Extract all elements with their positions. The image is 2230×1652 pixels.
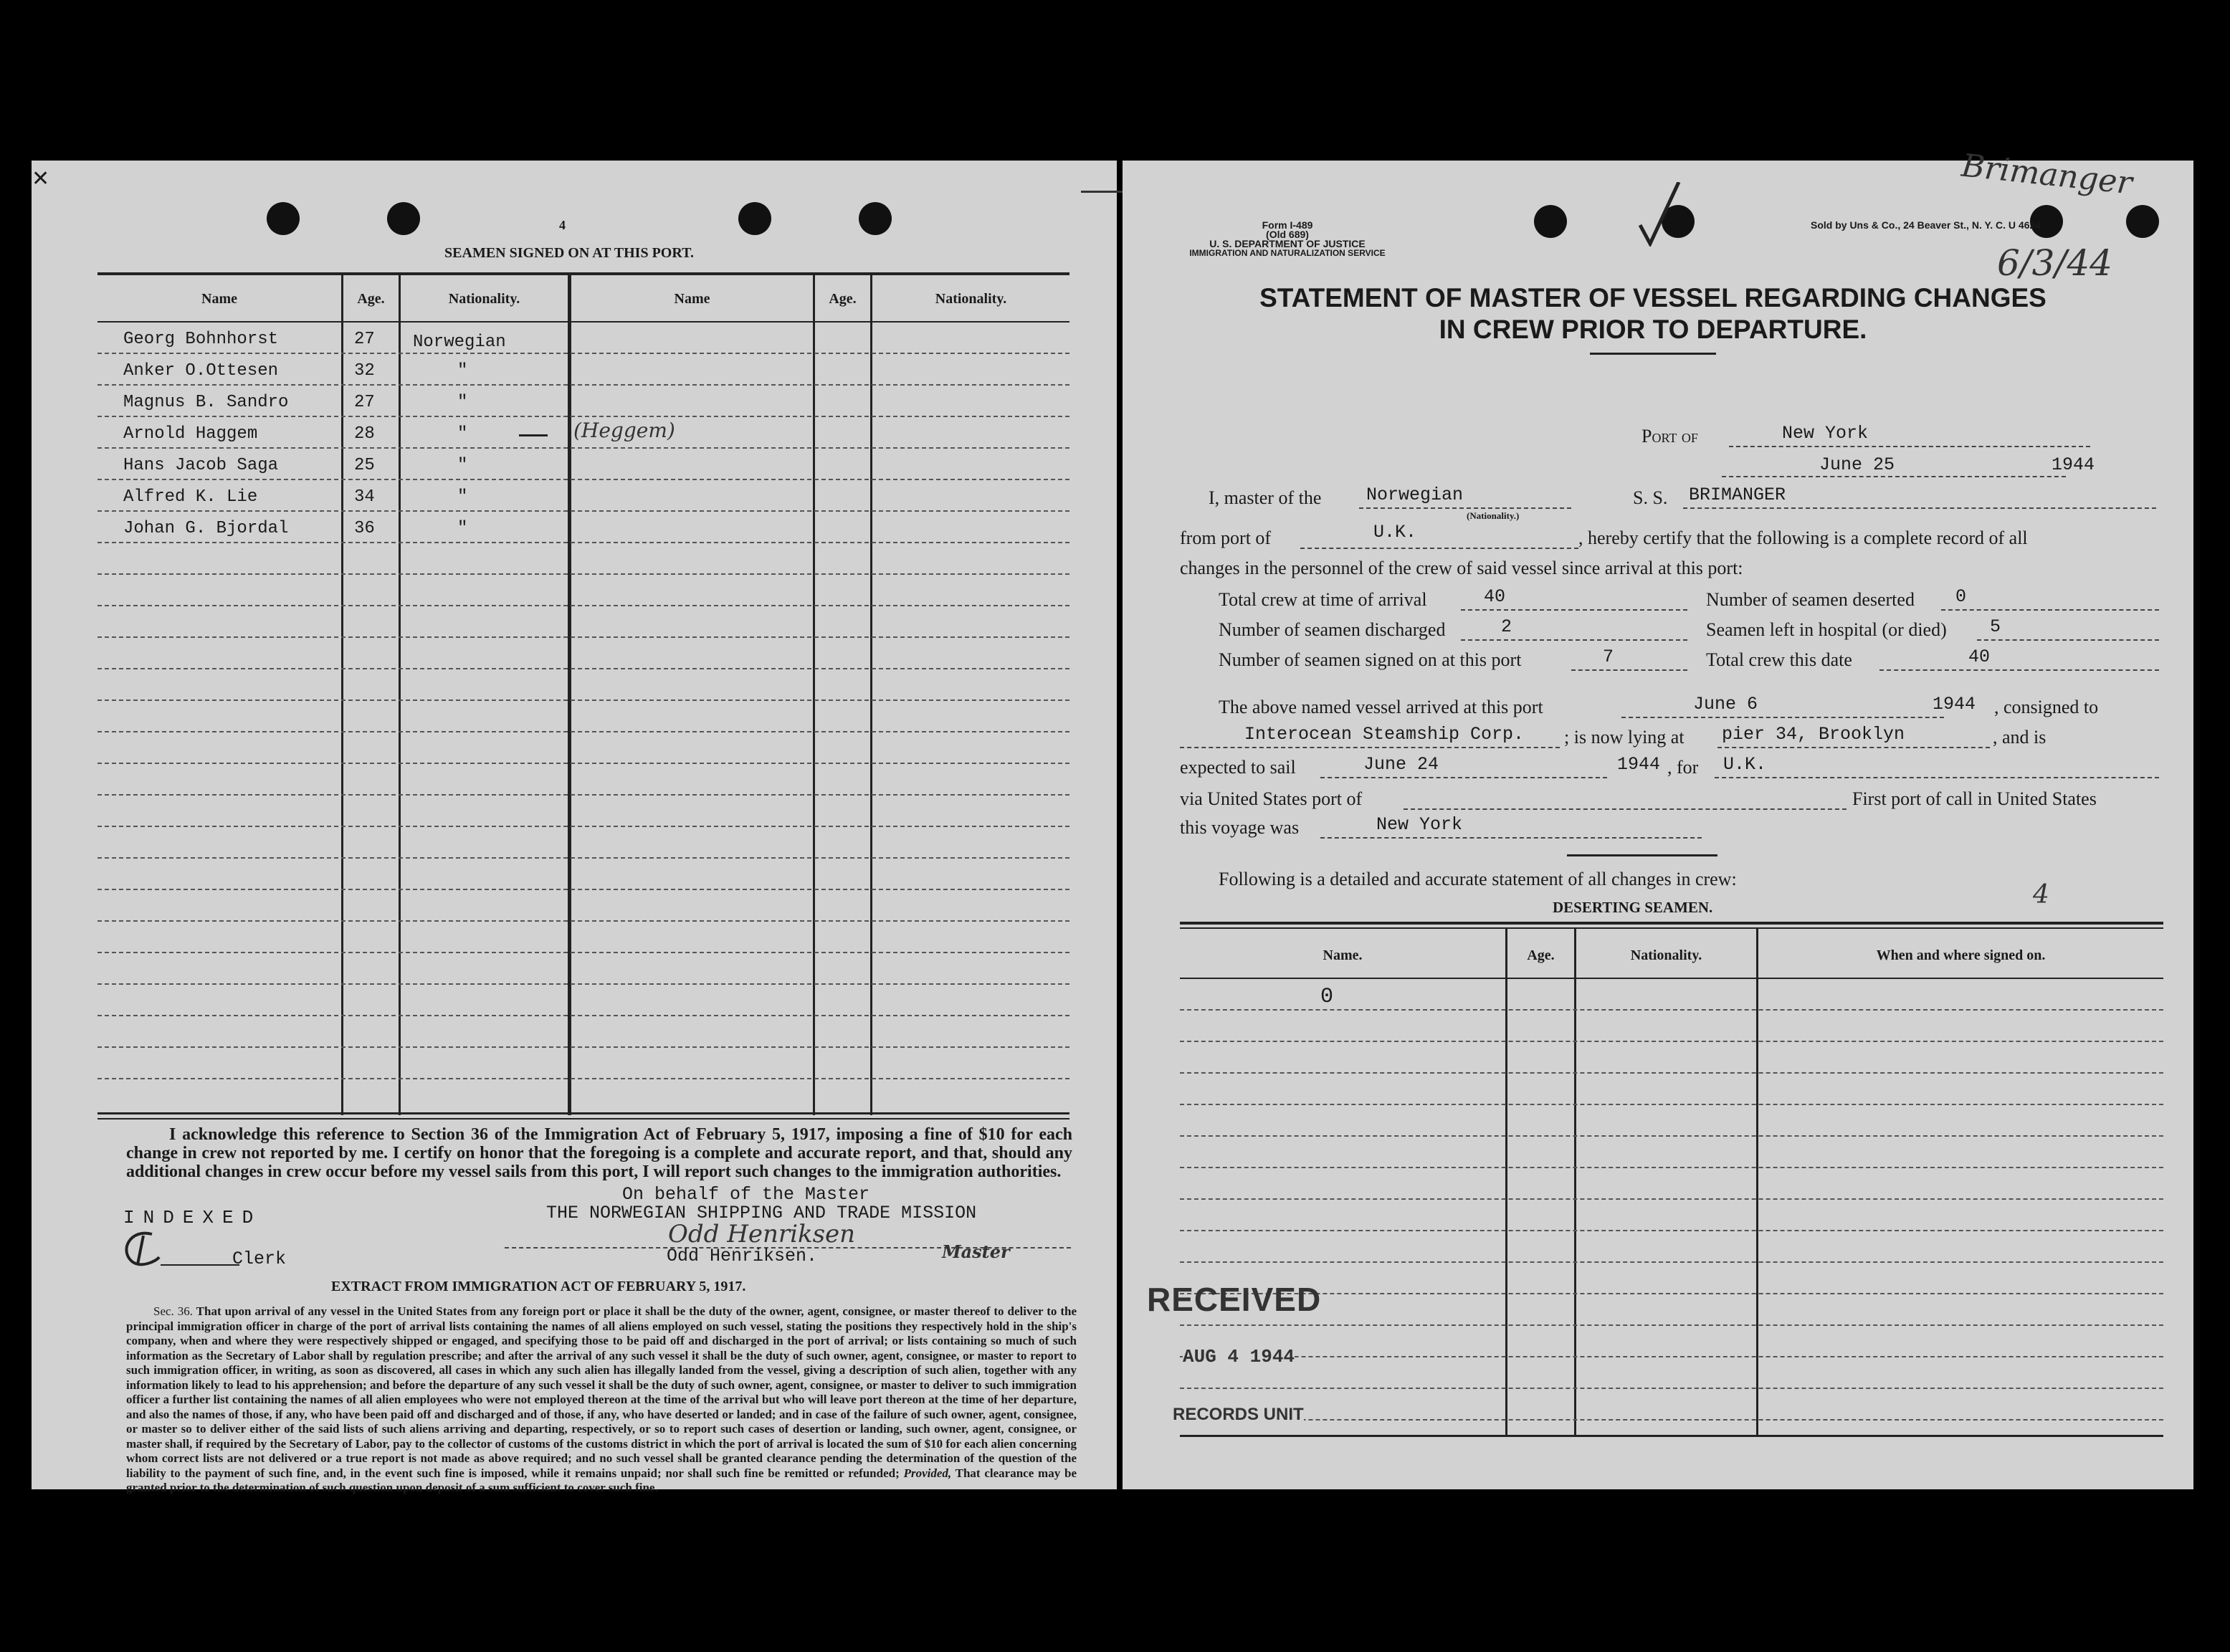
punch-hole <box>2126 205 2159 238</box>
expected-year: 1944 <box>1617 754 1661 775</box>
handwritten-page-number: 4 <box>2033 880 2049 909</box>
section-title: SEAMEN SIGNED ON AT THIS PORT. <box>444 245 694 261</box>
date-line <box>1722 476 2066 477</box>
acknowledgement-text: I acknowledge this reference to Section 36 of the Immigration Act of February 5, 1917, imposing a fine of $10 for each change in crew not reported by me. I certify on honor that the foregoing is a complete and accurate report, and that, should any additional changes in crew occur before my vessel sails from this port, I will report such changes to the immigration authorities. <box>126 1125 1072 1181</box>
col-header-nationality: Nationality. <box>1630 947 1702 963</box>
total-crew-date-value: 40 <box>1968 646 1991 667</box>
punch-hole <box>859 202 892 235</box>
seaman-age: 27 <box>354 393 375 412</box>
seaman-nationality: " <box>457 361 468 381</box>
row-rule <box>97 920 1069 922</box>
seaman-name: Alfred K. Lie <box>123 487 258 507</box>
and-is-text: , and is <box>1993 727 2046 748</box>
row-rule <box>1180 1230 2163 1231</box>
column-divider <box>870 275 872 1115</box>
row-rule <box>97 700 1069 701</box>
vessel-name: BRIMANGER <box>1689 484 1786 505</box>
form-old-number: (Old 689) <box>1266 229 1309 240</box>
row-rule <box>1180 1041 2163 1042</box>
row-rule <box>1180 1324 2163 1326</box>
row-rule <box>1180 1356 2163 1357</box>
master-label: I, master of the <box>1209 487 1322 508</box>
for-value: U.K. <box>1723 754 1767 775</box>
table-top-rule <box>97 272 1069 275</box>
row-rule <box>97 416 1069 417</box>
left-page <box>32 161 1117 1494</box>
seaman-name: Magnus B. Sandro <box>123 393 289 412</box>
col-header-age: Age. <box>1527 947 1555 963</box>
table-header-rule <box>97 321 1069 323</box>
hospital-label: Seamen left in hospital (or died) <box>1706 619 1947 640</box>
service-name: IMMIGRATION AND NATURALIZATION SERVICE <box>1189 248 1386 258</box>
table-bottom-rule <box>97 1112 1069 1114</box>
port-field <box>1641 426 1698 447</box>
col-header-signed-on: When and where signed on. <box>1876 947 2046 963</box>
lying-value: pier 34, Brooklyn <box>1722 724 1905 745</box>
extract-text <box>126 1304 1077 1496</box>
master-label: Master <box>942 1241 1010 1262</box>
received-stamp: RECEIVED <box>1147 1281 1322 1318</box>
row-rule <box>97 1015 1069 1016</box>
mission-name: THE NORWEGIAN SHIPPING AND TRADE MISSION <box>546 1203 977 1223</box>
seaman-age: 27 <box>354 330 375 349</box>
expected-date: June 24 <box>1363 754 1439 775</box>
corner-mark: ✕ <box>32 167 50 191</box>
row-rule <box>1180 1167 2163 1168</box>
dash-mark <box>519 434 548 436</box>
via-line <box>1404 808 1847 810</box>
total-crew-arrival-label: Total crew at time of arrival <box>1219 589 1427 610</box>
seaman-age: 36 <box>354 519 375 538</box>
total-crew-date-label: Total crew this date <box>1706 649 1852 670</box>
received-date: AUG 4 1944 <box>1183 1346 1295 1367</box>
row-rule <box>1180 1009 2163 1011</box>
col-header-nationality: Nationality. <box>935 291 1007 307</box>
department-name: U. S. DEPARTMENT OF JUSTICE <box>1209 238 1366 249</box>
for-label: , for <box>1667 757 1699 778</box>
total-crew-arrival-line <box>1461 609 1687 611</box>
consigned-label: , consigned to <box>1994 697 2099 717</box>
extract-title: EXTRACT FROM IMMIGRATION ACT OF FEBRUARY 5, 1917. <box>331 1279 746 1294</box>
punch-hole <box>738 202 771 235</box>
seaman-name: Arnold Haggem <box>123 424 258 444</box>
deserting-title: DESERTING SEAMEN. <box>1553 899 1713 916</box>
printer-credit: Sold by Uns & Co., 24 Beaver St., N. Y. C. U 4624 <box>1811 219 2041 231</box>
punch-hole <box>387 202 420 235</box>
row-rule <box>97 763 1069 764</box>
seaman-age: 25 <box>354 456 375 475</box>
row-rule <box>1180 1293 2163 1294</box>
row-rule <box>97 573 1069 575</box>
title-underline <box>1590 353 1716 355</box>
hospital-value: 5 <box>1990 616 2001 637</box>
indexed-stamp: INDEXED <box>123 1207 262 1228</box>
nationality-caption: (Nationality.) <box>1467 510 1520 521</box>
form-title-line2: IN CREW PRIOR TO DEPARTURE. <box>1439 315 1867 344</box>
seaman-name: Johan G. Bjordal <box>123 519 289 538</box>
extract-end: That clearance may be granted prior to the determination of such question upon deposit of a sum sufficient to cover such fine. <box>126 1466 1077 1494</box>
row-rule <box>1180 1135 2163 1137</box>
clerk-label: Clerk <box>232 1248 287 1269</box>
seaman-nationality: Norwegian <box>413 333 506 352</box>
table-bottom-rule <box>97 1118 1069 1119</box>
punch-hole <box>267 202 300 235</box>
form-number: Form I-489 <box>1262 219 1313 231</box>
first-port-label: First port of call in United States <box>1852 788 2097 809</box>
seaman-nationality: " <box>457 519 468 538</box>
column-divider <box>1505 929 1507 1435</box>
clerk-rule <box>161 1264 239 1266</box>
for-line <box>1715 777 2159 778</box>
date-year: 1944 <box>2052 454 2095 475</box>
hospital-line <box>1977 639 2159 641</box>
from-port-line <box>1300 548 1578 549</box>
row-rule <box>1180 1198 2163 1200</box>
column-divider <box>399 275 401 1115</box>
deserting-table-bottom-rule <box>1180 1435 2163 1437</box>
consignee-line <box>1180 747 1560 748</box>
consignee-value: Interocean Steamship Corp. <box>1244 724 1525 745</box>
row-rule <box>97 636 1069 638</box>
check-mark <box>1633 182 1690 247</box>
signature-handwritten: Odd Henriksen <box>668 1220 856 1248</box>
arrived-year: 1944 <box>1933 694 1976 715</box>
signature-typed: Odd Henriksen. <box>667 1246 818 1266</box>
seaman-age: 32 <box>354 361 375 381</box>
extract-lead: Sec. 36. <box>153 1304 194 1318</box>
row-rule <box>97 605 1069 606</box>
row-rule <box>97 889 1069 890</box>
clerk-initials-mark <box>116 1228 166 1271</box>
total-crew-arrival-value: 40 <box>1484 586 1506 607</box>
deserting-table-top-rule <box>1180 922 2163 925</box>
form-title <box>1123 282 2183 345</box>
row-rule <box>1180 1104 2163 1105</box>
column-divider <box>341 275 343 1115</box>
column-divider <box>1756 929 1758 1435</box>
form-header <box>1180 221 1395 258</box>
row-rule <box>1180 1072 2163 1074</box>
seaman-nationality: " <box>457 424 468 444</box>
seaman-nationality: " <box>457 487 468 507</box>
extract-body: That upon arrival of any vessel in the United States from any foreign port or place it shall be the duty of the owner, agent, consignee, or master thereof to deliver to the principal immigration officer in charge of the port of arrival lists containing the names of all aliens employed on such vessel, stating the positions they respectively hold in the ship's company, when and where they were respectively shipped or engaged, and specifying those to be paid off and discharged in the port of arrival; or lists containing so much of such information as the Secretary of Labor shall by regulation prescribe; and after the arrival of any such vessel it shall be the duty of such owner, agent, consignee, or master to report to such immigration officer, in writing, as soon as discovered, all cases in which any such alien has illegally landed from the vessel, giving a description of such alien, together with any information likely to lead to his apprehension; and before the departure of any such vessel it shall be the duty of such owner, agent, consignee, or master to deliver to such immigration officer a further list containing the names of all alien employees who were not employed thereon at the time of the arrival but who will leave port thereon at the time of her departure, and also the names of those, if any, who have been paid off and discharged and of those, if any, who have deserted or landed; and in case of the failure of such owner, agent, consignee, or master so to deliver either of the said lists of such aliens arriving and departing, respectively, or so to report such cases of desertion or landing, such owner, agent, consignee, or master shall, if required by the Secretary of Labor, pay to the collector of customs of the customs district in which the port of arrival is located the sum of $10 for each alien concerning whom correct lists are not delivered or a true report is not made as above required; and no such vessel shall be granted clearance pending the determination of the question of the liability to the payment of such fine, and, in the event such fine is imposed, while it remains unpaid; nor shall such fine be remitted or refunded; <box>126 1304 1077 1480</box>
row-rule <box>97 542 1069 543</box>
expected-line <box>1320 777 1607 778</box>
deserting-table-top-rule <box>1180 927 2163 929</box>
lying-label: ; is now lying at <box>1564 727 1685 748</box>
row-rule <box>97 479 1069 480</box>
expected-label: expected to sail <box>1180 757 1296 778</box>
row-rule <box>97 826 1069 827</box>
col-header-name: Name <box>201 291 237 307</box>
seaman-name: Anker O.Ottesen <box>123 361 279 381</box>
row-rule <box>97 353 1069 354</box>
ss-label: S. S. <box>1633 487 1668 508</box>
discharged-label: Number of seamen discharged <box>1219 619 1446 640</box>
row-rule <box>1180 1419 2163 1421</box>
signed-on-line <box>1571 669 1687 671</box>
column-divider <box>1574 929 1576 1435</box>
deserted-value: 0 <box>1955 586 1967 607</box>
deserting-table-header-rule <box>1180 978 2163 979</box>
row-rule <box>97 1078 1069 1079</box>
port-label: Port of <box>1641 426 1698 447</box>
seaman-nationality: " <box>457 393 468 412</box>
certify-text: , hereby certify that the following is a complete record of all <box>1578 527 2028 548</box>
column-divider <box>813 275 815 1115</box>
col-header-age: Age. <box>357 291 385 307</box>
nationality-value: Norwegian <box>1366 484 1464 505</box>
date-day: June 25 <box>1819 454 1895 475</box>
punch-hole <box>1534 205 1567 238</box>
voyage-label: this voyage was <box>1180 817 1300 838</box>
signed-on-label: Number of seamen signed on at this port <box>1219 649 1522 670</box>
records-unit-stamp: RECORDS UNIT <box>1173 1405 1304 1424</box>
changes-text: changes in the personnel of the crew of said vessel since arrival at this port: <box>1180 558 1743 578</box>
vessel-line <box>1683 507 2156 509</box>
arrived-date: June 6 <box>1693 694 1758 715</box>
voyage-line <box>1320 837 1702 839</box>
following-text: Following is a detailed and accurate statement of all changes in crew: <box>1219 869 1737 889</box>
separator-rule <box>1567 854 1717 856</box>
row-rule <box>1180 1388 2163 1389</box>
row-rule <box>97 952 1069 953</box>
discharged-value: 2 <box>1501 616 1512 637</box>
arrived-line <box>1621 717 1944 718</box>
lying-line <box>1717 747 1990 748</box>
deserted-line <box>1941 609 2159 611</box>
row-rule <box>97 668 1069 669</box>
deserting-entry: 0 <box>1320 985 1334 1009</box>
form-title-line1: STATEMENT OF MASTER OF VESSEL REGARDING CHANGES <box>1259 283 2046 312</box>
row-rule <box>97 384 1069 386</box>
from-port-label: from port of <box>1180 527 1272 548</box>
column-divider <box>568 275 571 1115</box>
arrived-label: The above named vessel arrived at this port <box>1219 697 1543 717</box>
seaman-age: 34 <box>354 487 375 507</box>
row-rule <box>97 510 1069 512</box>
voyage-value: New York <box>1376 814 1463 835</box>
row-rule <box>97 857 1069 859</box>
row-rule <box>97 983 1069 985</box>
discharged-line <box>1461 639 1687 641</box>
row-rule <box>97 794 1069 796</box>
total-crew-date-line <box>1879 669 2159 671</box>
col-header-age: Age. <box>829 291 857 307</box>
from-port-value: U.K. <box>1373 522 1417 543</box>
col-header-name: Name <box>674 291 710 307</box>
nationality-line <box>1359 507 1571 509</box>
via-label: via United States port of <box>1180 788 1363 809</box>
seaman-note: (Heggem) <box>573 419 675 442</box>
right-page <box>1123 147 2193 1489</box>
col-header-name: Name. <box>1323 947 1363 963</box>
seaman-name: Hans Jacob Saga <box>123 456 279 475</box>
col-header-nationality: Nationality. <box>448 291 520 307</box>
seaman-nationality: " <box>457 456 468 475</box>
page-number: 4 <box>559 218 566 232</box>
row-rule <box>97 731 1069 732</box>
row-rule <box>97 447 1069 449</box>
extract-proviso: Provided, <box>903 1466 952 1480</box>
seaman-age: 28 <box>354 424 375 444</box>
on-behalf-text: On behalf of the Master <box>622 1184 870 1205</box>
seaman-name: Georg Bohnhorst <box>123 330 279 349</box>
port-line <box>1729 446 2090 447</box>
row-rule <box>97 1046 1069 1048</box>
row-rule <box>1180 1261 2163 1263</box>
handwritten-vessel-note: Brimanger <box>1959 147 2134 202</box>
port-value: New York <box>1782 423 1869 444</box>
deserted-label: Number of seamen deserted <box>1706 589 1915 610</box>
signed-on-value: 7 <box>1603 646 1614 667</box>
handwritten-date-note: 6/3/44 <box>1997 242 2112 284</box>
